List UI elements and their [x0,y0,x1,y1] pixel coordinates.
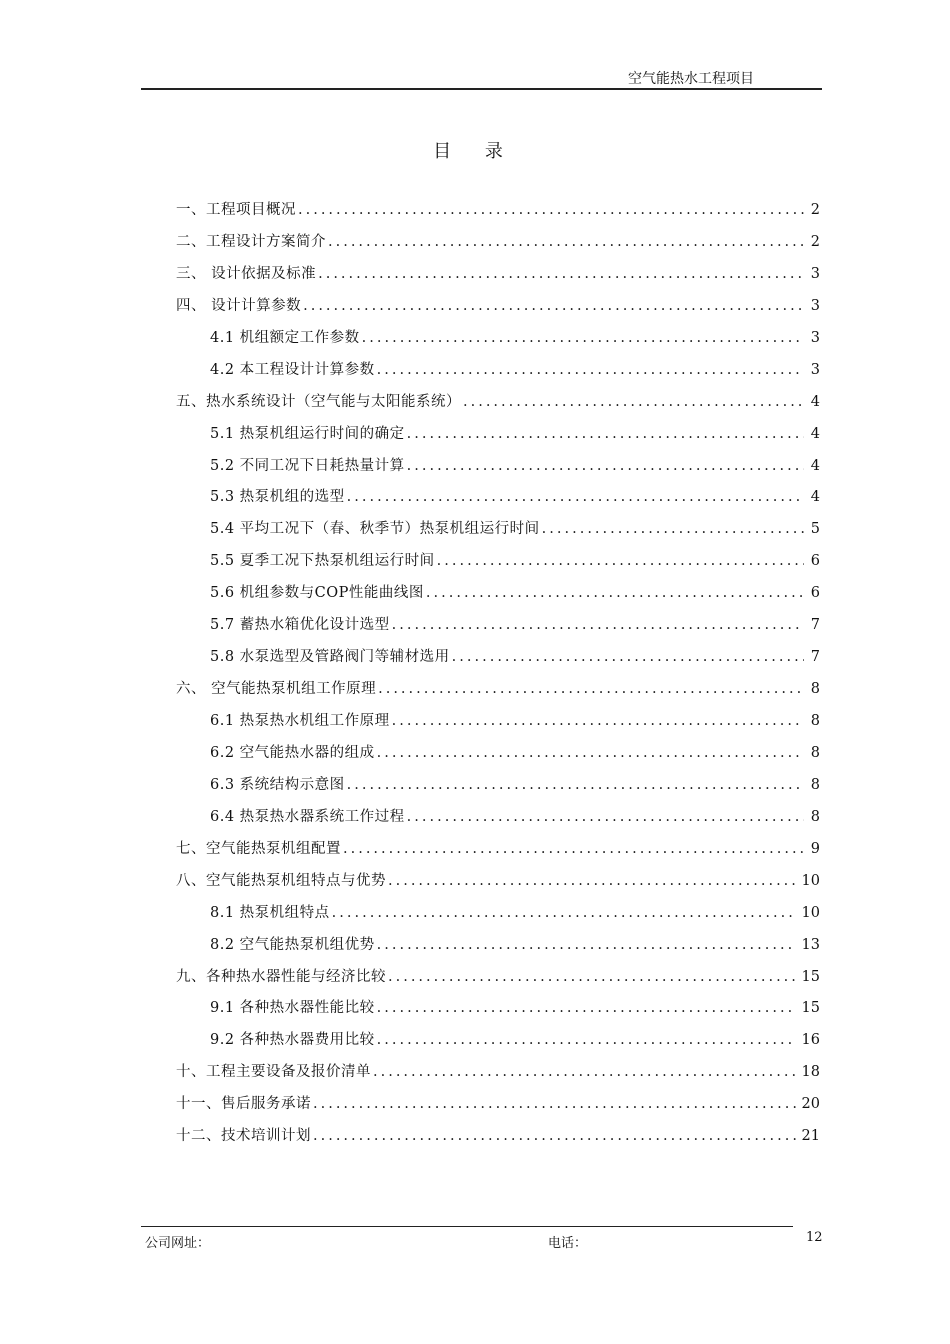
toc-entry[interactable] [176,678,820,710]
toc-leader-dots [347,774,804,796]
toc-leader-dots [377,934,796,956]
toc-leader-dots [347,486,804,508]
toc-entry-text: 一、工程项目概况 [176,202,296,218]
toc-entry-page: 20 [801,1096,820,1113]
toc-entry[interactable] [176,774,820,806]
toc-entry-text: 9.1 各种热水器性能比较 [210,1000,375,1017]
toc-entry[interactable] [176,1125,820,1157]
toc-leader-dots [318,263,804,285]
toc-leader-dots [437,550,804,572]
toc-entry-page: 6 [810,553,820,570]
toc-leader-dots [313,1093,796,1115]
toc-entry[interactable] [176,710,820,742]
toc-entry-text: 5.3 热泵机组的选型 [210,489,345,506]
toc-entry[interactable] [176,263,820,295]
toc-entry-text: 9.2 各种热水器费用比较 [210,1032,375,1049]
toc-entry[interactable] [176,646,820,678]
toc-leader-dots [463,391,804,413]
toc-entry-page: 7 [810,649,820,666]
table-of-contents [176,199,820,1157]
toc-entry[interactable] [176,997,820,1029]
toc-entry[interactable] [176,838,820,870]
toc-leader-dots [407,423,804,445]
toc-entry-page: 3 [810,329,820,346]
toc-entry-text: 6.4 热泵热水器系统工作过程 [210,808,405,825]
toc-title: 目 录 [433,141,517,162]
toc-leader-dots [392,710,804,732]
toc-leader-dots [377,742,804,764]
toc-leader-dots [388,966,796,988]
toc-entry-text: 4.1 机组额定工作参数 [210,329,360,346]
toc-entry[interactable] [176,1029,820,1061]
toc-leader-dots [328,231,804,253]
toc-entry[interactable] [176,806,820,838]
toc-entry-text: 5.8 水泵选型及管路阀门等辅材选用 [210,649,450,666]
footer-page-number: 12 [806,1230,823,1245]
toc-entry-page: 8 [810,776,820,793]
toc-entry-page: 3 [810,297,820,314]
toc-entry-text: 十一、售后服务承诺 [176,1096,311,1113]
toc-entry[interactable] [176,966,820,998]
toc-entry[interactable] [176,455,820,487]
toc-leader-dots [343,838,804,860]
toc-entry[interactable] [176,359,820,391]
toc-leader-dots [377,997,796,1019]
toc-entry-text: 五、热水系统设计（空气能与太阳能系统） [176,393,461,410]
toc-entry[interactable] [176,327,820,359]
toc-leader-dots [452,646,804,668]
toc-leader-dots [373,1061,796,1083]
footer-phone-label: 电话： [548,1236,588,1251]
toc-entry-text: 5.4 平均工况下（春、秋季节）热泵机组运行时间 [210,521,540,538]
toc-entry-text: 九、各种热水器性能与经济比较 [176,968,386,985]
toc-entry-page: 15 [801,968,820,985]
toc-entry-page: 16 [801,1032,820,1049]
toc-entry[interactable] [176,870,820,902]
toc-leader-dots [332,902,796,924]
toc-entry-page: 4 [810,457,820,474]
toc-entry[interactable] [176,902,820,934]
toc-entry[interactable] [176,391,820,423]
toc-entry-text: 三、 设计依据及标准 [176,265,317,282]
toc-entry-text: 8.2 空气能热泵机组优势 [210,936,375,953]
toc-entry[interactable] [176,295,820,327]
toc-entry[interactable] [176,550,820,582]
toc-entry-page: 3 [810,361,820,378]
toc-leader-dots [378,678,804,700]
toc-entry-text: 5.6 机组参数与COP性能曲线图 [210,585,424,602]
toc-entry-page: 4 [810,393,820,410]
toc-entry-page: 5 [810,521,820,538]
footer-address-label: 公司网址： [145,1236,211,1251]
toc-entry[interactable] [176,486,820,518]
toc-leader-dots [392,614,804,636]
toc-entry-text: 七、空气能热泵机组配置 [176,840,341,857]
toc-entry-page: 8 [810,744,820,761]
toc-entry-page: 3 [810,265,820,282]
toc-entry[interactable] [176,614,820,646]
toc-entry-text: 6.2 空气能热水器的组成 [210,744,375,761]
toc-entry[interactable] [176,582,820,614]
toc-entry-page: 9 [810,840,820,857]
toc-entry[interactable] [176,1061,820,1093]
toc-entry-text: 5.7 蓄热水箱优化设计选型 [210,617,390,634]
toc-entry-text: 四、 设计计算参数 [176,297,302,314]
toc-leader-dots [377,1029,796,1051]
toc-entry[interactable] [176,1093,820,1125]
toc-entry[interactable] [176,199,820,231]
toc-entry-page: 4 [810,489,820,506]
toc-entry-text: 十、工程主要设备及报价清单 [176,1064,371,1081]
toc-entry-page: 10 [801,904,820,921]
toc-entry-page: 8 [810,808,820,825]
toc-entry-text: 8.1 热泵机组特点 [210,904,330,921]
toc-entry-page: 10 [801,872,820,889]
header-title: 空气能热水工程项目 [628,71,754,87]
toc-entry-page: 8 [810,681,820,698]
footer-rule [141,1226,793,1227]
toc-leader-dots [298,199,804,221]
toc-entry-text: 十二、技术培训计划 [176,1128,311,1145]
toc-entry[interactable] [176,231,820,263]
toc-entry-page: 6 [810,585,820,602]
header-rule [141,88,822,90]
toc-leader-dots [542,518,804,540]
toc-entry[interactable] [176,423,820,455]
toc-entry[interactable] [176,518,820,550]
toc-entry-text: 二、工程设计方案简介 [176,233,326,250]
toc-entry[interactable] [176,742,820,774]
toc-entry[interactable] [176,934,820,966]
toc-leader-dots [362,327,804,349]
toc-leader-dots [407,806,804,828]
toc-entry-page: 4 [810,425,820,442]
toc-leader-dots [313,1125,796,1147]
toc-entry-text: 6.3 系统结构示意图 [210,776,345,793]
toc-entry-text: 4.2 本工程设计计算参数 [210,361,375,378]
toc-leader-dots [388,870,796,892]
toc-entry-text: 六、 空气能热泵机组工作原理 [176,681,377,698]
toc-leader-dots [303,295,804,317]
toc-entry-page: 7 [810,617,820,634]
toc-entry-page: 18 [801,1064,820,1081]
toc-entry-page: 21 [801,1128,820,1145]
toc-entry-page: 2 [810,202,820,218]
toc-entry-text: 5.1 热泵机组运行时间的确定 [210,425,405,442]
toc-entry-text: 6.1 热泵热水机组工作原理 [210,713,390,729]
toc-entry-page: 8 [810,713,820,729]
toc-entry-text: 5.2 不同工况下日耗热量计算 [210,457,405,474]
toc-entry-page: 13 [801,936,820,953]
toc-leader-dots [426,582,804,604]
toc-entry-text: 5.5 夏季工况下热泵机组运行时间 [210,553,435,570]
toc-entry-text: 八、空气能热泵机组特点与优势 [176,872,386,889]
toc-leader-dots [377,359,804,381]
toc-entry-page: 15 [801,1000,820,1017]
toc-leader-dots [407,455,804,477]
toc-entry-page: 2 [810,233,820,250]
